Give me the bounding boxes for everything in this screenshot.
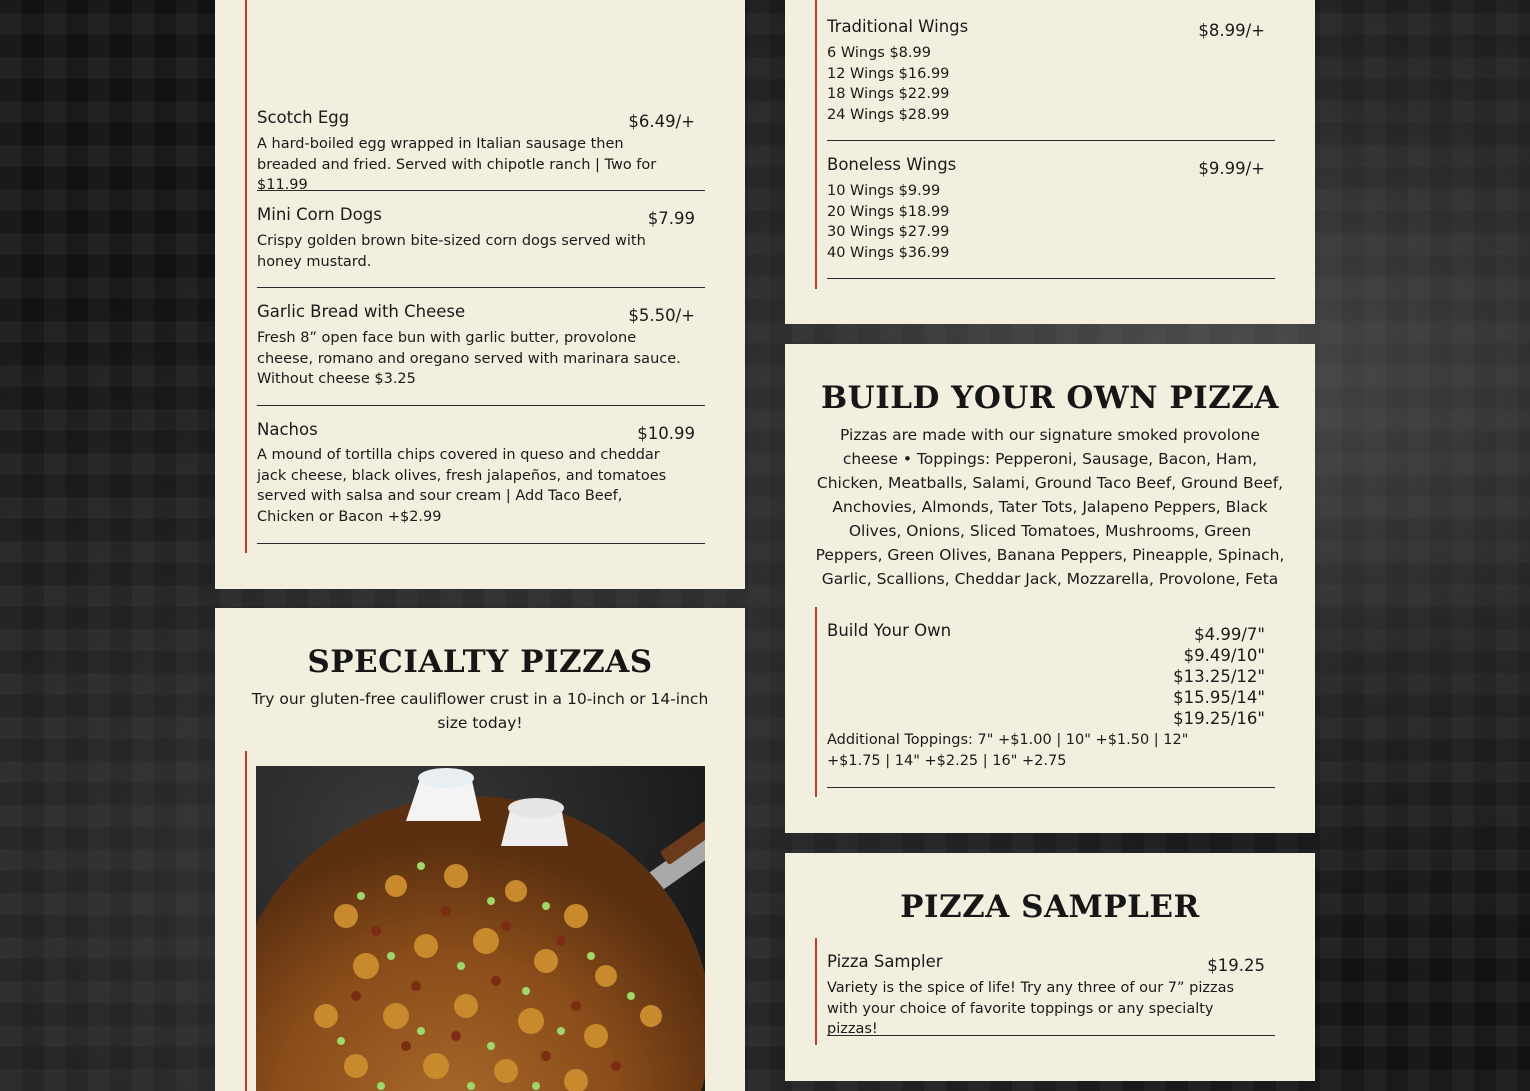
section-title: SPECIALTY PIZZAS [307,644,653,680]
size-price-list [1173,624,1265,729]
item-name: Scotch Egg [257,108,350,127]
item-name: Boneless Wings [827,155,957,174]
wing-quantity-list [827,43,949,125]
item-price: $5.50/+ [628,306,695,325]
menu-item-boneless-wings [827,141,1275,279]
pizza-sampler-panel [785,853,1315,1081]
item-name: Build Your Own [827,621,952,640]
item-name: Pizza Sampler [827,952,943,971]
item-description: Additional Toppings: 7" +$1.00 | 10" +$1.50 | 12" +$1.75 | 14" +$2.25 | 16" +2.75 [827,732,1189,769]
item-name: Nachos [257,420,318,439]
menu-item-nachos [257,406,705,544]
sampler-list [815,938,1275,1045]
size-price: $19.25/16" [1173,709,1265,728]
item-name: Traditional Wings [827,17,969,36]
menu-item-pizza-sampler [827,938,1275,1036]
size-price: $9.49/10" [1183,646,1265,665]
item-description: A hard-boiled egg wrapped in Italian sausage then breaded and fried. Served with chipotle ranch | Two for $11.99 [257,136,657,193]
pizza-photo [256,766,705,1091]
build-your-own-panel [785,344,1315,833]
appetizers-panel [215,0,745,589]
wing-quantity-line: 20 Wings $18.99 [827,203,950,220]
menu-item-scotch-egg [257,100,705,191]
item-price: $19.25 [1207,956,1265,975]
wing-quantity-line: 10 Wings $9.99 [827,183,941,199]
pizza-photo-icon [256,766,705,1091]
item-price: $7.99 [647,209,695,228]
item-description: Crispy golden brown bite-sized corn dogs served with honey mustard. [257,233,646,270]
item-name: Garlic Bread with Cheese [257,302,466,321]
size-price: $4.99/7" [1194,625,1265,644]
wing-quantity-line: 24 Wings $28.99 [827,106,950,123]
byo-list [815,607,1275,797]
item-price: $10.99 [637,424,695,443]
wing-quantity-line: 12 Wings $16.99 [827,65,950,82]
size-price: $15.95/14" [1173,688,1265,707]
item-price: $9.99/+ [1198,159,1265,178]
list-spacer [247,0,705,100]
section-title: PIZZA SAMPLER [900,889,1200,925]
wing-quantity-list [827,181,949,263]
item-description: A mound of tortilla chips covered in queso and cheddar jack cheese, black olives, fresh jalapeños, and tomatoes served with salsa and sour cream | Add Taco Beef, Chicken or Bacon +$2.99 [257,447,667,525]
section-description: Pizzas are made with our signature smoked provolone cheese • Toppings: Pepperoni, Sausage, Bacon, Ham, Chicken, Meatballs, Salami, Ground Taco Beef, Ground Beef, Anchovies, Almonds, Tater Tots, Jalapeno Peppers, Black Olives, Onions, Sliced Tomatoes, Mushrooms, Green Peppers, Green Olives, Banana Peppers, Pineapple, Spinach, Garlic, Scallions, Cheddar Jack, Mozzarella, Provolone, Feta [815,426,1285,588]
wings-list [815,0,1275,289]
item-name: Mini Corn Dogs [257,205,382,224]
item-description: Fresh 8” open face bun with garlic butter, provolone cheese, romano and oregano served with marinara sauce. Without cheese $3.25 [257,330,681,387]
appetizer-list [245,0,705,553]
item-price: $8.99/+ [1198,21,1265,40]
menu-item-build-your-own [827,607,1275,788]
wing-quantity-line: 40 Wings $36.99 [827,244,950,261]
section-title: BUILD YOUR OWN PIZZA [820,380,1279,416]
wing-quantity-line: 6 Wings $8.99 [827,45,931,61]
section-description: Try our gluten-free cauliflower crust in a 10-inch or 14-inch size today! [251,690,709,732]
menu-item-mini-corn-dogs [257,191,705,288]
specialty-pizzas-panel [215,608,745,1091]
size-price: $13.25/12" [1173,667,1265,686]
menu-item-garlic-bread [257,288,705,406]
wing-quantity-line: 18 Wings $22.99 [827,86,950,102]
item-price: $6.49/+ [628,112,695,131]
wings-panel [785,0,1315,324]
wing-quantity-line: 30 Wings $27.99 [827,224,950,240]
item-description: Variety is the spice of life! Try any three of our 7” pizzas with your choice of favorite toppings or any specialty pizzas! [827,980,1235,1037]
menu-item-traditional-wings [827,0,1275,141]
